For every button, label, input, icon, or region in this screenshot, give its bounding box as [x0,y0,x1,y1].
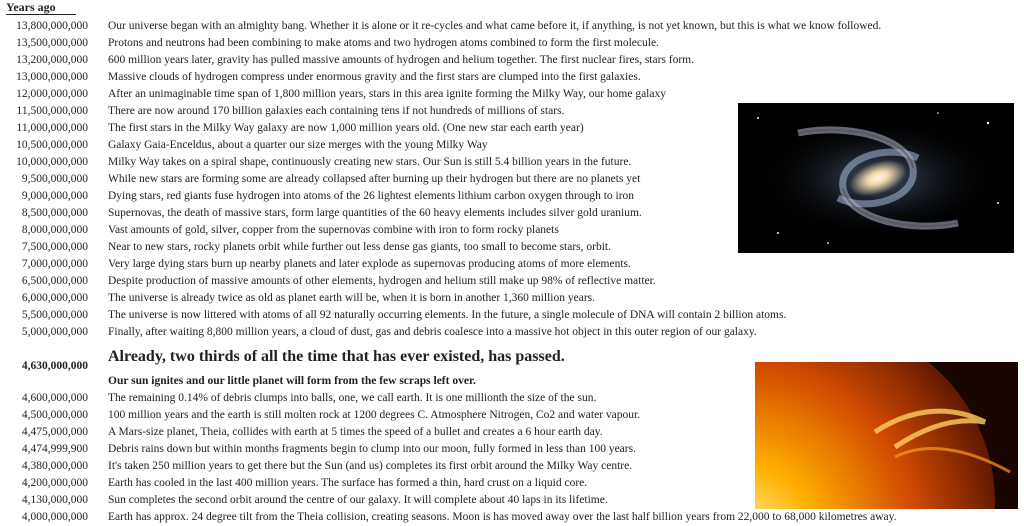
timeline-event: 600 million years later, gravity has pulled massive amounts of hydrogen and helium together. The first nuclear fires, stars form. [108,54,695,66]
milestone-year: 4,630,000,000 [21,360,88,372]
timeline-event: The universe is already twice as old as planet earth will be, when it is born in another 1,360 million years. [108,292,596,304]
timeline-year: 8,500,000,000 [21,207,88,219]
timeline-event: Debris rains down but within months fragments begin to clump into our moon, fully formed in less than 100 years. [108,443,636,455]
timeline-year: 4,000,000,000 [21,511,88,523]
timeline-year: 10,000,000,000 [16,156,88,168]
timeline-event: Finally, after waiting 8,800 million years, a cloud of dust, gas and debris coalesce into a massive hot object in this outer region of our galaxy. [108,326,757,338]
timeline-event: Near to new stars, rocky planets orbit while further out less dense gas giants, too small to become stars, orbit. [108,241,612,253]
timeline-year: 4,130,000,000 [21,494,88,506]
timeline-year: 4,474,999,900 [21,443,88,455]
timeline-year: 10,500,000,000 [16,139,88,151]
timeline-row [0,52,1024,69]
timeline-year: 8,000,000,000 [21,224,88,236]
timeline-row [0,18,1024,35]
timeline-year: 13,200,000,000 [16,54,88,66]
timeline-event: Massive clouds of hydrogen compress under enormous gravity and the first stars are clumped into the first galaxies. [108,71,641,83]
timeline-year: 11,500,000,000 [16,105,88,117]
timeline-event: It's taken 250 million years to get there but the Sun (and us) completes its first orbit around the Milky Way centre. [108,460,633,472]
timeline-year: 4,380,000,000 [21,460,88,472]
timeline-year: 11,000,000,000 [16,122,88,134]
timeline-row [0,256,1024,273]
timeline-year: 4,475,000,000 [21,426,88,438]
timeline-row [0,290,1024,307]
timeline-event: Vast amounts of gold, silver, copper from the supernovas combine with iron to form rocky planets [108,224,559,236]
timeline-event: Galaxy Gaia-Enceldus, about a quarter our size merges with the young Milky Way [108,139,488,151]
timeline-row [0,509,1024,526]
timeline-year: 4,200,000,000 [21,477,88,489]
timeline-event: Despite production of massive amounts of other elements, hydrogen and helium still make up 98% of reflective matter. [108,275,656,287]
timeline-event: Dying stars, red giants fuse hydrogen into atoms of the 26 lightest elements lithium carbon oxygen through to iron [108,190,635,202]
timeline-year: 13,800,000,000 [16,20,88,32]
timeline-row [0,324,1024,341]
timeline-event: The remaining 0.14% of debris clumps into balls, one, we call earth. It is one millionth the size of the sun. [108,392,597,404]
timeline-year: 5,000,000,000 [21,326,88,338]
sun-flare-image [755,362,1018,509]
section-subheading: Our sun ignites and our little planet will form from the few scraps left over. [108,375,476,387]
milestone-text: Already, two thirds of all the time that has ever existed, has passed. [108,348,565,365]
timeline-event: Earth has approx. 24 degree tilt from the Theia collision, creating seasons. Moon is has moved away over the last half billion years from 22,000 to 68,000 kilometres away. [108,511,897,523]
timeline-event: Very large dying stars burn up nearby planets and later explode as supernovas producing atoms of more elements. [108,258,631,270]
header-rule [6,14,76,15]
timeline-year: 7,000,000,000 [21,258,88,270]
timeline-year: 4,500,000,000 [21,409,88,421]
timeline-year: 13,500,000,000 [16,37,88,49]
timeline-event: A Mars-size planet, Theia, collides with earth at 5 times the speed of a bullet and creates a 6 hour earth day. [108,426,603,438]
timeline-event: While new stars are forming some are already collapsed after burning up their hydrogen but there are no planets yet [108,173,641,185]
timeline-row [0,307,1024,324]
timeline-event: Earth has cooled in the last 400 million years. The surface has formed a thin, hard crust on a liquid core. [108,477,588,489]
timeline-event: The universe is now littered with atoms of all 92 naturally occurring elements. In the future, a single molecule of DNA will contain 2 billion atoms. [108,309,787,321]
timeline-year: 4,600,000,000 [21,392,88,404]
timeline-event: Sun completes the second orbit around the centre of our galaxy. It will complete about 40 laps in its lifetime. [108,494,608,506]
timeline-year: 9,000,000,000 [21,190,88,202]
timeline-row [0,35,1024,52]
timeline-event: 100 million years and the earth is still molten rock at 1200 degrees C. Atmosphere Nitrogen, Co2 and water vapour. [108,409,641,421]
timeline-event: Supernovas, the death of massive stars, form large quantities of the 60 heavy elements includes silver gold uranium. [108,207,642,219]
timeline-event: Our universe began with an almighty bang. Whether it is alone or it re-cycles and what came before it, if anything, is not yet known, but this is what we know followed. [108,20,882,32]
timeline-event: Milky Way takes on a spiral shape, continuously creating new stars. Our Sun is still 5.4 billion years in the future. [108,156,632,168]
timeline-year: 5,500,000,000 [21,309,88,321]
timeline-event: Protons and neutrons had been combining to make atoms and two hydrogen atoms combined to form the first molecule. [108,37,659,49]
timeline-row [0,69,1024,86]
timeline-event: The first stars in the Milky Way galaxy are now 1,000 million years old. (One new star each earth year) [108,122,584,134]
timeline-row [0,273,1024,290]
years-ago-header: Years ago [6,0,56,14]
timeline-year: 7,500,000,000 [21,241,88,253]
timeline-year: 9,500,000,000 [21,173,88,185]
timeline-year: 6,000,000,000 [21,292,88,304]
timeline-event: After an unimaginable time span of 1,800 million years, stars in this area ignite forming the Milky Way, our home galaxy [108,88,666,100]
timeline-year: 6,500,000,000 [21,275,88,287]
timeline-year: 12,000,000,000 [16,88,88,100]
timeline-year: 13,000,000,000 [16,71,88,83]
timeline-row [0,86,1024,103]
timeline-event: There are now around 170 billion galaxies each containing tens if not hundreds of millions of stars. [108,105,565,117]
galaxy-image [738,103,1014,253]
